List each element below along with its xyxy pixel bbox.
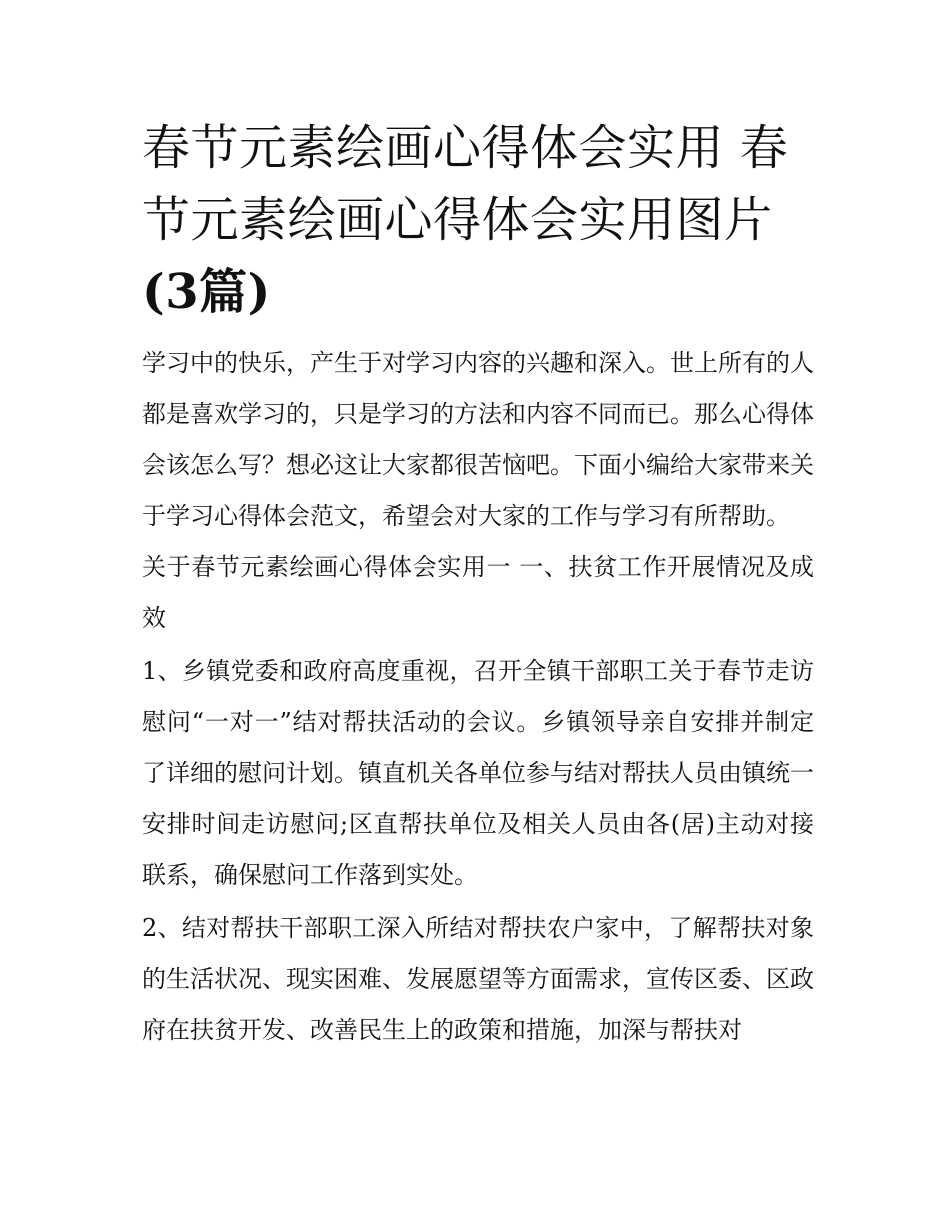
document-body — [142, 112, 814, 1056]
item-2-paragraph: 2、结对帮扶干部职工深入所结对帮扶农户家中，了解帮扶对象的生活状况、现实困难、发展愿望等方面需求，宣传区委、区政府在扶贫开发、改善民生上的政策和措施，加深与帮扶对 — [142, 914, 814, 1044]
document-title — [142, 112, 814, 328]
section-heading-paragraph: 关于春节元素绘画心得体会实用一 一、扶贫工作开展情况及成效 — [142, 553, 814, 632]
intro-paragraph: 学习中的快乐，产生于对学习内容的兴趣和深入。世上所有的人都是喜欢学习的，只是学习的方法和内容不同而已。那么心得体会该怎么写？想必这让大家都很苦恼吧。下面小编给大家带来关于学习心得体会范文，希望会对大家的工作与学习有所帮助。 — [142, 349, 814, 530]
title-count: (3篇) — [142, 264, 271, 320]
item-1-paragraph: 1、乡镇党委和政府高度重视，召开全镇干部职工关于春节走访慰问“一对一”结对帮扶活动的会议。乡镇领导亲自安排并制定了详细的慰问计划。镇直机关各单位参与结对帮扶人员由镇统一安排时间走访慰问;区直帮扶单位及相关人员由各(居)主动对接联系，确保慰问工作落到实处。 — [142, 657, 814, 889]
title-main: 春节元素绘画心得体会实用 春节元素绘画心得体会实用图片 — [142, 120, 789, 248]
